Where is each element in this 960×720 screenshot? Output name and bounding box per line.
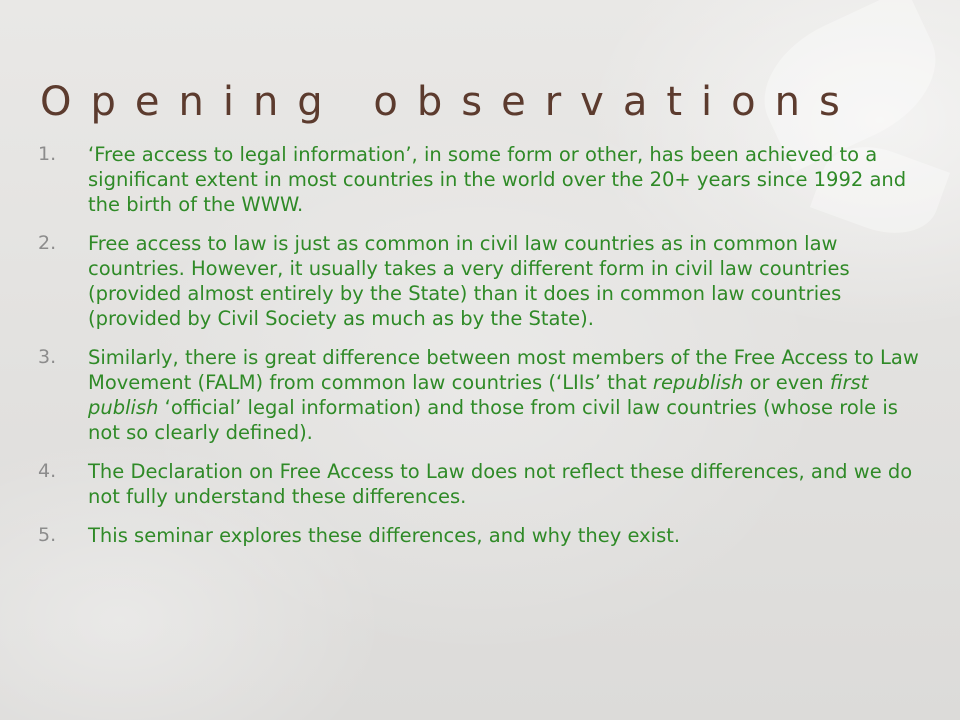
observation-text: [88, 345, 923, 445]
observation-text: [88, 523, 923, 548]
observation-item: [38, 345, 923, 445]
slide-title: Opening observations: [40, 79, 859, 125]
observation-text: [88, 142, 923, 217]
observation-segment: Free access to law is just as common in civil law countries as in common law countries. However, it usually takes a very different form in civil law countries (provided almost entirely by the State) than it does in common law countries (provided by Civil Society as much as by the State).: [88, 232, 850, 330]
observation-number: 4.: [38, 460, 57, 482]
observation-segment: This seminar explores these differences, and why they exist.: [88, 524, 681, 547]
observation-text: [88, 231, 923, 331]
observation-segment: Similarly, there is great difference between most members of the Free Access to Law Movement (FALM) from common law countries (‘LIIs’ that: [88, 346, 919, 394]
observation-number: 2.: [38, 232, 57, 254]
observation-emphasis: first publish: [88, 371, 869, 419]
observation-number: 3.: [38, 346, 57, 368]
observation-segment: ‘official’ legal information) and those from civil law countries (whose role is not so clearly defined).: [88, 396, 898, 444]
observation-number: 1.: [38, 143, 57, 165]
observation-segment: The Declaration on Free Access to Law does not reflect these differences, and we do not fully understand these differences.: [88, 460, 913, 508]
observation-item: [38, 142, 923, 217]
observation-segment: or even: [743, 371, 830, 394]
observation-item: [38, 523, 923, 548]
observation-list: [38, 142, 923, 562]
observation-item: [38, 231, 923, 331]
observation-text: [88, 459, 923, 509]
observation-emphasis: republish: [652, 371, 744, 394]
observation-item: [38, 459, 923, 509]
observation-number: 5.: [38, 524, 57, 546]
observation-segment: ‘Free access to legal information’, in some form or other, has been achieved to a significant extent in most countries in the world over the 20+ years since 1992 and the birth of the WWW.: [88, 143, 907, 216]
